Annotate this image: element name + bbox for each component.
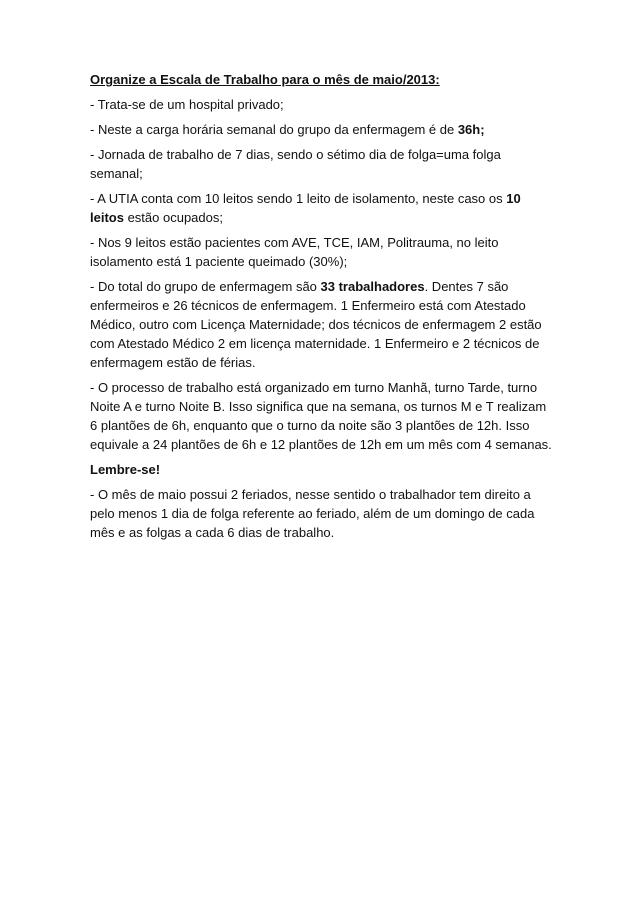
paragraph-beds-text-end: estão ocupados;: [123, 210, 223, 225]
paragraph-weekly-hours: [90, 120, 552, 139]
paragraph-staff-text-end: . Dentes 7 são enfermeiros e 26 técnicos de enfermagem. 1 Enfermeiro está com Atestado Médico, outro com Licença Maternidade; dos técnicos de enfermagem 2 estão com Atestado Médico 2 em licença maternidade. 1 Enfermeiro e 2 técnicos de enfermagem estão de férias.: [90, 279, 542, 370]
reminder-heading: Lembre-se!: [90, 462, 161, 477]
paragraph-patients: - Nos 9 leitos estão pacientes com AVE, TCE, IAM, Politrauma, no leito isolamento está 1 paciente queimado (30%);: [90, 235, 499, 269]
staff-count: 33 trabalhadores: [320, 279, 425, 294]
paragraph-work-week: - Jornada de trabalho de 7 dias, sendo o sétimo dia de folga=uma folga semanal;: [90, 147, 501, 181]
paragraph-staff: [90, 277, 552, 372]
beds-count: 10 leitos: [90, 191, 521, 225]
document-title: Organize a Escala de Trabalho para o mês de maio/2013:: [90, 72, 440, 87]
paragraph-beds-text: - A UTIA conta com 10 leitos sendo 1 leito de isolamento, neste caso os: [90, 191, 507, 206]
paragraph-beds: [90, 189, 552, 227]
paragraph-staff-text: - Do total do grupo de enfermagem são: [90, 279, 321, 294]
document-body: [90, 70, 552, 548]
weekly-hours-value: 36h;: [457, 122, 485, 137]
paragraph-holidays: - O mês de maio possui 2 feriados, nesse sentido o trabalhador tem direito a pelo menos 1 dia de folga referente ao feriado, além de um domingo de cada mês e as folgas a cada 6 dias de trabalho.: [90, 487, 535, 540]
paragraph-hospital-type: - Trata-se de um hospital privado;: [90, 97, 284, 112]
paragraph-shifts: - O processo de trabalho está organizado em turno Manhã, turno Tarde, turno Noite A e turno Noite B. Isso significa que na semana, os turnos M e T realizam 6 plantões de 6h, enquanto que o turno da noite são 3 plantões de 12h. Isso equivale a 24 plantões de 6h e 12 plantões de 12h em um mês com 4 semanas.: [90, 380, 552, 452]
paragraph-weekly-hours-text: - Neste a carga horária semanal do grupo da enfermagem é de: [90, 122, 458, 137]
